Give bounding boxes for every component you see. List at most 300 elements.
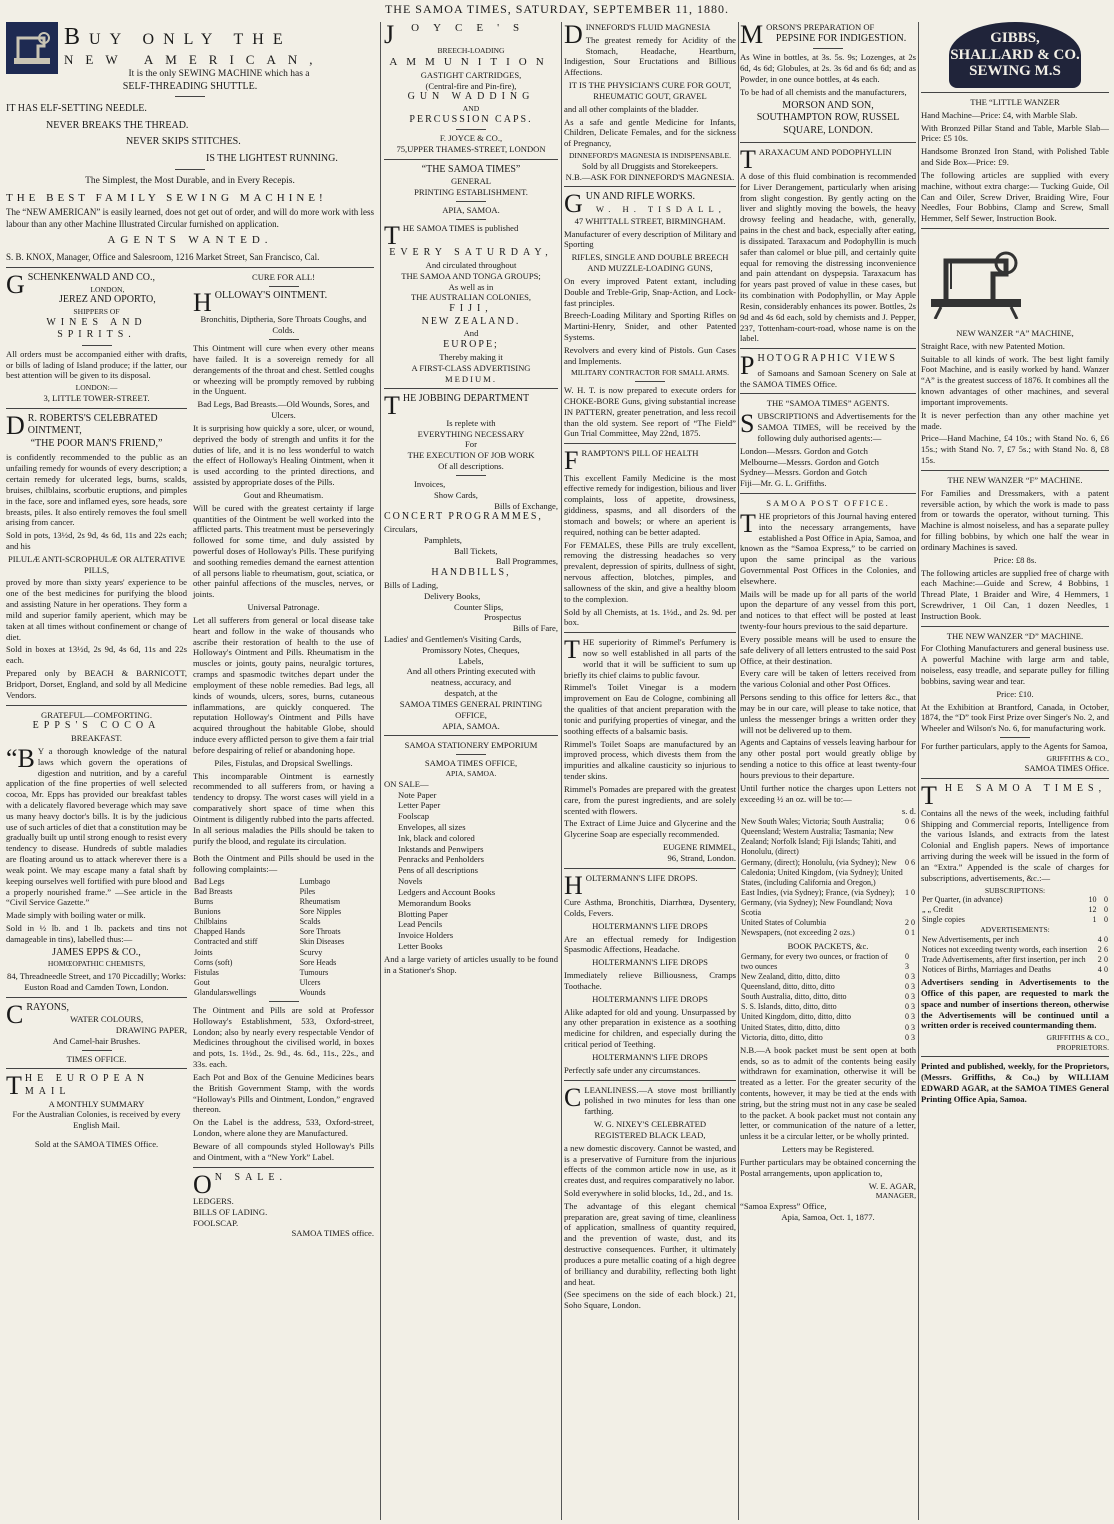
ad-headline: PEPSINE FOR INDIGESTION. (775, 32, 907, 44)
ad-text: Persons sending to this office for letters &c., that may be in our care, will please to take notice, that unless the messenger brings a written order they will not be delivered up to them. (740, 692, 916, 735)
table-cell: 1 (905, 887, 909, 897)
ad-text: LONDON:— (75, 383, 118, 393)
ad-headline: HE SAMOA TIMES, (944, 783, 1107, 795)
ad-headline: UN AND RIFLE WORKS. (585, 191, 696, 203)
column-3 (564, 22, 736, 1313)
ad-text: The “NEW AMERICAN” is easily learned, does not get out of order, and will do more work with less labour than any other Machine Illustrated Circular furnished on application. (6, 207, 374, 229)
wanzer-a-ad (921, 233, 1109, 466)
drop-cap: T (6, 1071, 22, 1101)
ad-text: APIA, SAMOA. (442, 205, 500, 216)
table-row (740, 1023, 916, 1033)
ad-headline: EVERY SATURDAY, (389, 247, 553, 259)
drop-cap: G (6, 270, 25, 300)
table-cell: Single copies (922, 915, 965, 925)
ad-text: Let all sufferers from general or local disease take heart and follow in the wake of thousands who ascribe their restoration of health to the use of Holloway's Ointment and Pills. Rheumatism in the muscles or joints, gouty pains, neuralgic tortures, cramps and spasmodic twitches depart under the employment of these noble remedies. Bad legs, all kinds of wounds, ulcers, sores, burns, cutaneous inflammations, are quickly conquered. The reputation Holloway's Ointment and Pills have acquired throughout the habitable Globe, should induce every afflicted person to give them a fair trial before despairing of relief or abandoning hope. (193, 614, 374, 755)
table-row (921, 945, 1109, 955)
table-cell: Ulcers (299, 977, 321, 987)
ad-text: Sold in pots, 13½d, 2s 9d, 4s 6d, 11s and 22s each; and his (6, 530, 187, 551)
ad-text: As a safe and gentle Medicine for Infants, Children, Delicate Females, and for the sickness of Pregnancy, (564, 116, 736, 149)
dinneford-ad (564, 22, 736, 182)
ad-text: Both the Ointment and Pills should be used in the following complaints:— (193, 853, 374, 875)
column-rule (561, 22, 562, 1520)
ad-text: FIJI, (449, 303, 493, 315)
ad-text: It is never perfection than any other machine yet made. (921, 409, 1109, 431)
table-cell: Chilblains (194, 917, 227, 927)
ad-text: PRINTING ESTABLISHMENT. (414, 187, 528, 198)
agent-item: Fiji—Mr. G. L. Griffiths. (740, 478, 827, 489)
drop-cap: C (564, 1082, 582, 1112)
ad-text: AND (462, 104, 480, 114)
ad-text: GRIFFITHS & CO., (1046, 753, 1109, 763)
ad-text: Of all descriptions. (438, 461, 504, 472)
ad-text: It is the only SEWING MACHINE which has a (128, 68, 310, 79)
drop-cap: T (564, 635, 580, 665)
ad-text: Prospectus (484, 612, 522, 623)
table-cell: Trade Advertisements, after first insertion, per inch (922, 955, 1086, 965)
drop-cap: D (564, 22, 583, 49)
ad-text: Straight Race, with new Patented Motion. (921, 340, 1065, 351)
ad-text: And circulated throughout (425, 259, 517, 270)
ad-text: Ball Programmes, (495, 556, 558, 567)
ad-text: THE SAMOA AND TONGA GROUPS; (401, 270, 541, 281)
drop-cap: D (6, 410, 25, 440)
table-cell: 3 (911, 972, 915, 982)
wanzer-d-ad (921, 631, 1109, 775)
ad-headline: ARAXACUM AND PODOPHYLLIN (758, 146, 892, 157)
ad-headline: JAMES EPPS & CO., (52, 946, 141, 958)
ad-text: proved by more than sixty years' experience to be one of the best medicines for purifying the blood and assisting Nature in her operations. They form a mild and superior family aperient, which may be taken at all times without confinement or change of diet. (6, 577, 187, 642)
column-4 (740, 22, 916, 1223)
ad-text: HE proprietors of this Journal having entered into the necessary arrangements, have established a Post Office in Apia, Samoa, and known as the “Samoa Express,” to be carried on upon the same principal as the various Governmental Post Offices in the Colonies, and elsewhere. (740, 510, 916, 586)
list-item: Memorandum Books (398, 897, 471, 908)
table-cell: Queensland, ditto, ditto, ditto (741, 982, 835, 992)
ad-text: The Ointment and Pills are sold at Professor Holloway's Establishment, 533, Oxford-street, London; also by nearly every respectable Vendor of Medicines throughout the civilised world, in boxes and pots, 1s. 1½d., 2s. 9d., 4s. 6d., 11s., 22s., and 33s. each. (193, 1004, 374, 1070)
photographic-views-ad (740, 353, 916, 389)
list-item: Note Paper (398, 789, 437, 800)
right-subcolumn (193, 272, 374, 1239)
table-cell: Sore Nipples (299, 907, 342, 917)
holloway-ad (193, 272, 374, 1162)
ad-text: Revolvers and every kind of Pistols. Gun Cases and Implements. (564, 344, 736, 366)
ad-text: LONDON, (90, 284, 125, 294)
table-cell: Joints (194, 947, 213, 957)
ad-text: DINNEFORD'S MAGNESIA IS INDISPENSABLE. (568, 151, 732, 161)
ad-headline: NEW WANZER “A” MACHINE, (956, 327, 1074, 338)
ad-text: is confidently recommended to the public as an unfailing remedy for wounds of every description; a certain remedy for ulcerated legs, burns, scalds, bruises, chilblains, scorbutic eruptions, and pimples in the face, sore and inflamed eyes, sore heads, sore breasts, piles. It also entirely removes the foul smell arising from cancer. (6, 452, 187, 528)
column-2 (384, 22, 558, 978)
ad-text: All orders must be accompanied either with drafts, or bills of lading of Island produce; if the latter, our best attention will be given to its disposal. (6, 348, 187, 381)
ad-text: ON SALE— (384, 778, 429, 789)
ad-text: Delivery Books, (424, 590, 481, 601)
table-row (740, 888, 916, 918)
ad-text: Until further notice the charges upon Letters not exceeding ½ an oz. will be to:— (740, 782, 916, 804)
ad-headline: RIFLES, SINGLE AND DOUBLE BREECH AND MUZZLE-LOADING GUNS, (571, 252, 729, 274)
table-cell: United States of Columbia (741, 918, 827, 927)
ad-text: Prepared only by BEACH & BARNICOTT, Bridport, Dorset, England, and sold by all Medicine Vendors. (6, 668, 187, 700)
table-cell: Sore Throats (299, 927, 341, 937)
table-cell: Bad Legs (194, 877, 225, 887)
table-row (740, 918, 916, 928)
ad-text: EUGENE RIMMEL, (662, 842, 736, 853)
ad-text: MANAGER, (875, 1191, 916, 1201)
ad-headline: PILULÆ ANTI-SCROPHULÆ OR ALTERATIVE PILLS, (7, 553, 186, 575)
ad-text: Letters may be Registered. (781, 1144, 875, 1155)
holtermann-ad (564, 870, 736, 1076)
ad-text: a new domestic discovery. Cannot be wasted, and is a preservative of Furniture from the injurious effects of the common article now in use, as it creates dust, and requires comparatively no labor. (564, 1142, 736, 1186)
ad-text: Bills of Fare, (512, 623, 558, 634)
ad-text: A dose of this fluid combination is recommended for Liver Derangement, particularly when arising from slight congestion. By gently acting on the liver and slightly moving the bowels, the heavy drowsy feeling and headache, with, generally, pains in the chest and back, especially after eating, is dissipated. Taraxacum and Podophyllin is much safer than calomel or blue pill, and certainly quite equal for removing the distressing inconvenience and pain attendant on dyspepsia. Taraxacum has for years past proved of value in these cases, but its combination with Podophyllin, or May Apple Resin, considerably enhances its power. Bottles, 2s 9d and 4s 6d each, sold by chemists and J. Pepper, 237, Tottenham-court-road, whose name is on the label. (740, 170, 916, 344)
table-row (193, 887, 374, 897)
ad-text: For the Australian Colonies, is received by every English Mail. (12, 1109, 181, 1131)
list-item: Ink, black and colored (398, 832, 475, 843)
ad-text: Agents and Captains of vessels leaving harbour for any other postal port would greatly oblige by sending a notice to this office at least twenty-four hours previous to their departure. (740, 737, 916, 780)
column-rule (380, 22, 381, 1520)
table-cell: 0 3 (904, 951, 909, 972)
ad-text: Apia, Samoa, Oct. 1, 1877. (781, 1211, 875, 1222)
table-cell: Notices not exceeding twenty words, each insertion (922, 944, 1088, 954)
ad-text: On the Label is the address, 533, Oxford-street, London, where alone they are Manufactured. (193, 1117, 374, 1139)
column-5 (921, 22, 1109, 1107)
ad-text: (Central-fire and Pin-fire), (425, 80, 517, 91)
ad-text: “Samoa Express” Office, (740, 1201, 827, 1212)
ad-text: NEW ZEALAND. (421, 315, 521, 327)
table-cell: 2 (1097, 955, 1102, 965)
table-cell: 4 (1097, 934, 1102, 944)
table-cell: Piles (299, 887, 316, 897)
table-cell: Glandularswellings (194, 987, 257, 997)
table-row (921, 955, 1109, 965)
ad-text: Sold at the SAMOA TIMES Office. (34, 1139, 159, 1150)
ad-headline: HOLTERMANN'S LIFE DROPS (592, 920, 708, 931)
agents-section (740, 398, 916, 489)
post-office-section (740, 498, 916, 1223)
ad-text: Handsome Bronzed Iron Stand, with Polished Table and Side Box—Price: £9. (921, 146, 1109, 168)
table-cell: Sore Heads (299, 957, 337, 967)
wanzer-f-ad (921, 475, 1109, 622)
ad-text: This incomparable Ointment is earnestly recommended to all sufferers from, or having a tendency to dropsy. The worst cases will yield in a comparatively short space of time when this Ointment is diligently rubbed into the parts affected. In all serious maladies the Pills should be taken to purify the blood, and regulate its circulation. (193, 770, 374, 846)
ad-text: Sold everywhere in solid blocks, 1d., 2d., and 1s. (564, 1188, 733, 1198)
table-row (740, 1012, 916, 1022)
table-cell: Gout (194, 977, 210, 987)
ad-text: HANDBILLS, (431, 567, 511, 579)
ad-text: 75,UPPER THAMES-STREET, LONDON (396, 144, 546, 155)
ad-subhead: Universal Patronage. (247, 602, 320, 613)
ad-text: F. JOYCE & CO., (439, 133, 503, 144)
ad-headline: RAYONS, (26, 1001, 70, 1013)
ad-text: Advertisers sending in Advertisements to the Office of this paper, are requested to mark the space and number of insertions thereon, otherwise the Advertisements will be continued until a written order is received countermanding them. (921, 977, 1109, 1031)
ad-text: Alike adapted for old and young. Unsurpassed by any other preparation in existence as a soothing medicine for children, and especially during the critical period of Teething. (564, 1006, 736, 1050)
ad-text: Every possible means will be used to ensure the safe delivery of all letters entrusted to the said Post Office, at their destination. (740, 633, 916, 666)
ad-headline: NEW AMERICAN, (64, 52, 325, 68)
ad-headline: THE NEW WANZER “F” MACHINE. (947, 474, 1083, 485)
table-cell: South Australia, ditto, ditto, ditto (741, 992, 847, 1002)
ad-headline: THE “LITTLE WANZER (970, 97, 1060, 107)
section-heading: SAMOA POST OFFICE. (766, 498, 890, 509)
ad-text: Immediately relieve Billiousness, Cramps Toothache. (564, 970, 736, 991)
ad-subhead: Bad Legs, Bad Breasts.—Old Wounds, Sores, and Ulcers. (197, 399, 370, 421)
book-rates-table (740, 952, 916, 1043)
ad-text: Sold in ½ lb. and 1 lb. packets and tins not damageable in tins), labelled thus:— (6, 923, 187, 944)
ad-text: Manufacturer of every description of Military and Sporting (564, 228, 736, 250)
ad-text: Cure Asthma, Bronchitis, Diarrhœa, Dysentery, Colds, Fevers. (564, 897, 736, 918)
list-item: Letter Paper (398, 800, 441, 811)
ad-text: This Ointment will cure when every other means have failed. It is a sovereign remedy for all derangements of the throat and chest. Settled coughs or wheezing will be promptly removed by rubbing in the Unguent. (193, 343, 374, 397)
section-heading: SUBSCRIPTIONS: (984, 885, 1046, 895)
ad-text: Sold in boxes at 13½d, 2s 9d, 4s 6d, 11s and 22s each. (6, 644, 187, 666)
column-rule (738, 22, 739, 1520)
ad-text: For (465, 439, 477, 450)
table-cell: 0 (904, 1002, 909, 1012)
ad-text: GENERAL (450, 176, 492, 187)
table-row (193, 988, 374, 998)
section-heading: BOOK PACKETS, &c. (787, 941, 869, 952)
ad-text: The following articles are supplied with every machine, without extra charge:— Tucking Guide, Oil Can and Oiler, Screw Driver, Braiding Wire, Four Needles, Four Bobbins, Clamp and Screw, Small Hemmer, Self Sewer, Instruction Book. (921, 169, 1109, 224)
list-item: Invoice Holders (398, 930, 454, 941)
drop-cap: F (564, 446, 579, 476)
table-cell: 6 (911, 817, 915, 827)
table-row (921, 905, 1109, 915)
ad-text: WATER COLOURS, (70, 1014, 144, 1025)
ad-headline: EPPS'S COCOA (32, 720, 161, 732)
drop-cap: J (384, 22, 409, 49)
sewing-machine-icon (921, 239, 1031, 319)
drop-cap: H (564, 870, 583, 900)
ad-headline: HE JOBBING DEPARTMENT (402, 393, 530, 405)
ad-feature: NEVER SKIPS STITCHES. (126, 136, 241, 148)
table-cell: 0 (904, 1022, 909, 1032)
agent-item: Sydney—Messrs. Gordon and Gotch (740, 467, 867, 478)
ad-text: LEDGERS. (193, 1195, 234, 1206)
ad-headline: OLTERMANN'S LIFE DROPS. (585, 872, 698, 883)
advertisements-table (921, 935, 1109, 975)
ad-subhead: Piles, Fistulas, and Dropsical Swellings. (214, 757, 353, 768)
table-row (740, 858, 916, 888)
table-cell: 0 (1104, 934, 1108, 944)
table-cell: Corns (soft) (194, 957, 233, 967)
list-item: Foolscap (398, 811, 430, 822)
ad-text: And all others Printing executed with (406, 666, 536, 677)
table-cell: 0 (1104, 905, 1108, 915)
ad-text: With Bronzed Pillar Stand and Table, Marble Slab—Price: £5 10s. (921, 122, 1109, 144)
table-row (740, 928, 916, 938)
ad-text: Ball Tickets, (454, 545, 498, 556)
ad-text: UBSCRIPTIONS and Advertisements for the SAMOA TIMES, will be received by the following duly authorised agents:— (757, 411, 916, 443)
ad-headline: HOLTERMANN'S LIFE DROPS (592, 1051, 708, 1062)
ad-text: Invoices, (414, 478, 446, 489)
ad-headline: “THE POOR MAN'S FRIEND,” (30, 437, 163, 449)
table-cell: 3 (911, 1002, 915, 1012)
drop-cap: T (740, 144, 756, 174)
ad-text: At the Exhibition at Brantford, Canada, in October, 1874, the “D” took First Prize over Singer's No. 2, and Wheeler and Wilson's No. 6, for manufacturing work. (921, 701, 1109, 734)
ad-text: HE superiority of Rimmel's Perfumery is now so well established in all parts of the world that it will be sufficient to sum up briefly its chief claims to public favour. (564, 637, 736, 680)
ad-text: SAMOA TIMES OFFICE, (424, 758, 518, 769)
stationery-emporium-ad (384, 740, 558, 975)
ad-text: Thereby making it (439, 351, 503, 362)
table-cell: Chapped Hands (194, 927, 245, 937)
drop-cap: M (740, 22, 764, 49)
table-row (740, 972, 916, 982)
table-cell: 0 (1104, 915, 1108, 925)
ad-text: MILITARY CONTRACTOR FOR SMALL ARMS. (571, 368, 729, 378)
list-item: Inkstands and Penwipers (398, 843, 484, 854)
ad-text: SAMOA TIMES office. (291, 1228, 374, 1239)
ad-text: Y a thorough knowledge of the natural laws which govern the operations of digestion and nutrition, and by a careful application of the fine properties of well selected cocoa, Mr. Epps has provided our breakfast tables with a delicately flavored beverage which may save us many heavy doctor's bills. It is by the judicious use of such articles of diet that a constitution may be gradually built up until strong enough to resist every tendency to disease. Hundreds of subtle maladies are floating around us to attack wherever there is a weak point. We may escape many a fatal shaft by keeping ourselves well fortified with pure blood and a properly nourished frame.” —See article in the “Civil Service Gazette.” (6, 745, 187, 908)
ad-feature: IT HAS ELF-SETTING NEEDLE. (6, 103, 147, 115)
ad-text: On every improved Patent extant, including Double and Treble-Grip, Snap-Action, and Lock-fast principles. (564, 275, 736, 308)
roberts-ointment-ad (6, 410, 187, 701)
rimmel-ad (564, 637, 736, 864)
ad-headline: ORSON'S PREPARATION OF (766, 22, 875, 32)
ad-feature: IS THE LIGHTEST RUNNING. (206, 152, 338, 164)
drop-cap: B (64, 24, 90, 50)
ad-text: Bills of Lading, (384, 579, 439, 590)
table-cell: Bad Breasts (194, 887, 233, 897)
table-row (193, 978, 374, 988)
drop-cap: T (384, 220, 400, 250)
ad-text: Price—Hand Machine, £4 10s.; with Stand No. 6, £6 15s.; with Stand No. 7, £7 5s.; with Stand No. 8, £8 15s. (921, 433, 1109, 466)
agent-item: Melbourne—Messrs. Gordon and Gotch (740, 456, 879, 467)
table-cell: Newspapers, (not exceeding 2 ozs.) (741, 928, 855, 938)
ad-text: 96, Strand, London. (667, 852, 736, 863)
ad-text: SAMOA TIMES GENERAL PRINTING (399, 698, 543, 709)
ad-text: Promissory Notes, Cheques, (422, 644, 520, 655)
ad-text: EVERYTHING NECESSARY (417, 428, 525, 439)
ad-text: SELF-THREADING SHUTTLE. (122, 80, 258, 92)
table-row (921, 965, 1109, 975)
ad-text: Further particulars may be obtained concerning the Postal arrangements, upon application to, (740, 1156, 916, 1178)
ad-text: neatness, accuracy, and (430, 677, 512, 688)
table-cell: 6 (1104, 944, 1108, 954)
ad-text: To be had of all chemists and the manufacturers, (740, 86, 907, 97)
left-subcolumn (6, 272, 187, 1239)
table-cell: 0 (905, 857, 909, 867)
agent-item: London—Messrs. Gordon and Gotch (740, 445, 868, 456)
table-cell: New Advertisements, per inch (922, 934, 1019, 944)
table-cell: Skin Diseases (299, 937, 345, 947)
section-heading: ADVERTISEMENTS: (980, 925, 1050, 935)
little-wanzer-ad (921, 97, 1109, 224)
ad-headline: “THE SAMOA TIMES” (421, 163, 521, 175)
ad-text: As well as in (448, 281, 494, 292)
table-cell: 0 (1104, 965, 1108, 975)
joyce-ad (384, 22, 558, 155)
ad-text: Show Cards, (434, 489, 478, 500)
ad-text: Pamphlets, (424, 534, 462, 545)
ad-text: It is surprising how quickly a sore, ulcer, or wound, deprived the body of strength and unfits it for the duties of life, and it is no less wonderful to watch the effect of Holloway's Healing Ointment, when it is used according to the printed directions, and assisted by appropriate doses of the Pills. (193, 422, 374, 488)
ad-text: GASTIGHT CARTRIDGES, (420, 69, 522, 80)
ad-headline: W. G. NIXEY'S CELEBRATED (593, 1119, 707, 1130)
table-row (921, 935, 1109, 945)
table-cell: 0 (904, 1032, 909, 1042)
table-cell: 6 (911, 857, 915, 867)
morson-ad (740, 22, 916, 138)
on-sale-ad (193, 1169, 374, 1240)
ad-text: As Wine in bottles, at 3s. 5s. 9s; Lozenges, at 2s 6d, 4s 6d; Globules, at 2s. 3s 6d and 6s 6d; and as Powder, in one ounce bottles, at 4s each. (740, 52, 916, 85)
ad-text: (See specimens on the side of each block.) 21, Soho Square, London. (564, 1289, 736, 1311)
table-cell: Scalds (299, 917, 321, 927)
ad-text: For FEMALES, these Pills are truly excellent, removing the distressing headaches so very prevalent, depression of spirits, dullness of sight, nervous affection, blotches, pimples, and sallowness of the skin, and give a healthy bloom to the complexion. (564, 539, 736, 604)
samoa-times-rates (921, 783, 1109, 1104)
ad-text: Are an effectual remedy for Indigestion Spasmodic Affections, Headache. (564, 933, 736, 955)
ad-text: Sold by all Druggists and Storekeepers. (581, 160, 719, 171)
ad-text: Counter Slips, (454, 601, 504, 612)
table-cell: 0 (905, 928, 909, 938)
taraxacum-ad (740, 144, 916, 345)
ad-text: The Extract of Lime Juice and Glycerine and the Glycerine Soap are especially recommended. (564, 818, 736, 840)
ad-text: MEDIUM. (445, 373, 497, 384)
ad-text: The advantage of this elegant chemical preparation are, great saving of time, cleanliness of application, smallness of quantity required, and the prevention of waste, dust, and its destructive consequences. Further, it ultimately produces a pure metallic coating of a high degree of brilliancy and durability, reflecting both light and heat. (564, 1200, 736, 1287)
drop-cap: S (740, 409, 755, 439)
ad-text: THE AUSTRALIAN COLONIES, (410, 292, 532, 303)
table-cell: 3 (911, 982, 915, 992)
ad-text: Is replete with (446, 417, 496, 428)
ad-headline: THE NEW WANZER “D” MACHINE. (946, 630, 1084, 641)
schenkenwald-ad (6, 272, 187, 403)
table-cell: 2 (1097, 944, 1102, 954)
ad-text: 3, LITTLE TOWER-STREET. (43, 392, 150, 403)
table-row (193, 907, 374, 917)
table-cell: 3 (911, 1022, 915, 1032)
subscriptions-table (921, 895, 1109, 925)
ad-text: PROPRIETORS. (1056, 1042, 1109, 1052)
ad-headline: BREAKFAST. (70, 733, 122, 744)
table-cell: 10 (1088, 895, 1097, 905)
sewing-machine-icon (6, 22, 58, 74)
ad-text: Ladies' and Gentlemen's Visiting Cards, (384, 634, 522, 644)
crayons-ad (6, 999, 187, 1065)
table-cell: 0 (911, 887, 915, 897)
ad-text: Labels, (458, 655, 484, 666)
ad-text: APIA, SAMOA. (442, 720, 500, 731)
table-cell: 4 (1097, 965, 1102, 975)
ad-headline: INNEFORD'S FLUID MAGNESIA (585, 22, 711, 32)
table-cell: 2 (905, 918, 909, 927)
table-row (193, 917, 374, 927)
drop-cap: G (564, 189, 583, 219)
epps-cocoa-ad (6, 710, 187, 993)
table-cell: 3 (911, 1032, 915, 1042)
table-row (921, 895, 1109, 905)
ad-text: 47 WHITTALL STREET, BIRMINGHAM. (574, 215, 726, 226)
ad-text: W. H. TISDALL, (595, 203, 726, 214)
column-1 (6, 22, 374, 1239)
ad-text: N.B.—A book packet must be sent open at both ends, so as to admit of the contents being easily withdrawn for examination, otherwise it will be treated as a letter. For the greater security of the contents, however, it may be tied at the ends with string, but the string must not in any case be sealed to the packet. A book packet must not contain any letter, or communication of the nature of a letter, unless it be a circular letter, or be wholly printed. (740, 1044, 916, 1142)
ad-text: DRAWING PAPER, (115, 1024, 187, 1035)
ad-text: 84, Threadneedle Street, and 170 Piccadilly; Works: Euston Road and Camden Town, London. (7, 970, 186, 992)
ad-text: GRIFFITHS & CO., (1046, 1033, 1109, 1043)
ad-text: The greatest remedy for Acidity of the Stomach, Headache, Heartburn, Indigestion, Sour Eructations and Billious Affections. (564, 34, 736, 78)
ad-text: and all other complaints of the bladder. (564, 103, 699, 114)
table-cell: 0 (1104, 895, 1108, 905)
table-cell: 0 (904, 982, 909, 992)
ad-text: Will be cured with the greatest certainty if large quantities of the Ointment be well worked into the afflicted parts. This treatment must be perseveringly followed for some time, and duly assisted by powerful doses of Holloway's Pills. These purifying and soothing remedies demand the earnest attention of all persons liable to rheumatism, gout, sciatica, or other painful affections of the muscles, nerves, or joints. (193, 502, 374, 600)
ad-text: HE SAMOA TIMES is published (402, 222, 519, 233)
list-item: Ledgers and Account Books (398, 886, 496, 897)
imprint: Printed and published, weekly, for the Proprietors, (Messrs. Griffiths, & Co.,) by WILLIAM EDWARD AGAR, at the SAMOA TIMES General Printing Office Apia, Samoa. (921, 1061, 1109, 1104)
ad-text: This excellent Family Medicine is the most effective remedy for indigestion, bilious and liver complaints, loss of appetite, drowsiness, giddiness, spasms, and all disorders of the stomach and bowels; or where an aperient is required, nothing can be better adapted. (564, 472, 736, 537)
table-row (193, 897, 374, 907)
ad-headline: N SALE. (214, 1171, 288, 1183)
table-cell: New Zealand, ditto, ditto, ditto (741, 972, 840, 982)
table-cell: 0 (1104, 955, 1108, 965)
table-row (921, 915, 1109, 925)
ad-headline: THE BEST FAMILY SEWING MACHINE! (6, 191, 327, 204)
ad-headline: HOTOGRAPHIC VIEWS (757, 353, 897, 365)
table-cell: 1 (911, 928, 915, 938)
ad-headline: OYCE'S (411, 22, 534, 34)
ad-text: THE EXECUTION OF JOB WORK (407, 450, 535, 461)
ad-text: FOOLSCAP. (193, 1217, 239, 1228)
